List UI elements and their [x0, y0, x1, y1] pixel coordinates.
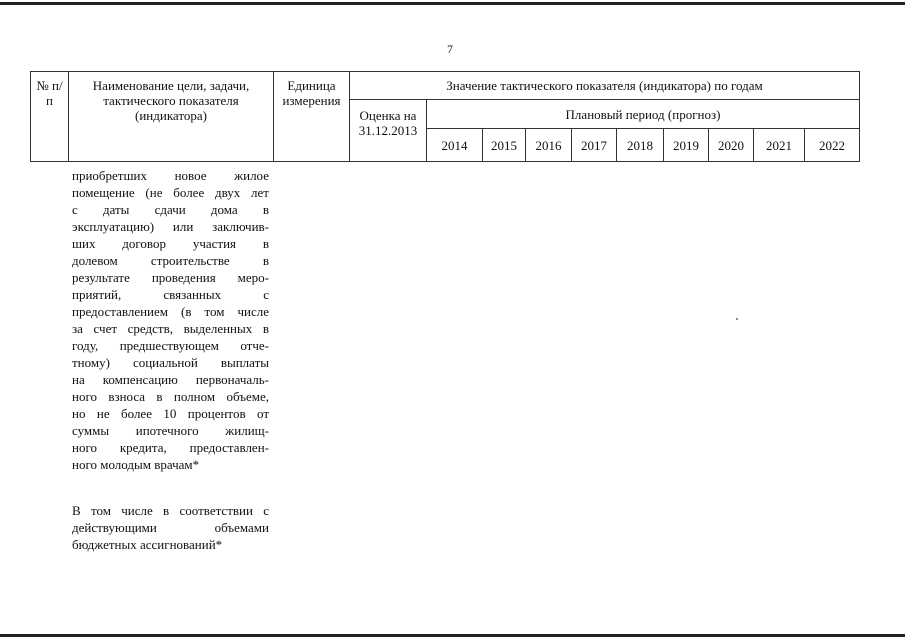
- year-2022: 2022: [805, 129, 860, 162]
- header-number: № п/п: [31, 72, 69, 162]
- text-line: эксплуатацию) или заключив-: [72, 219, 269, 234]
- text-line: действующими объемами: [72, 520, 269, 535]
- top-rule: [0, 2, 905, 5]
- text-line: ших договор участия в: [72, 236, 269, 251]
- text-line: ного кредита, предоставлен-: [72, 440, 269, 455]
- paragraph-1: [72, 167, 269, 473]
- text-line: предоставлением (в том числе: [72, 304, 269, 319]
- text-line: году, предшествующем отче-: [72, 338, 269, 353]
- header-plan-period: Плановый период (прогноз): [427, 100, 860, 129]
- text-line: с даты сдачи дома в: [72, 202, 269, 217]
- year-2015: 2015: [483, 129, 526, 162]
- text-line: суммы ипотечного жилищ-: [72, 423, 269, 438]
- bottom-rule: [0, 634, 905, 637]
- year-2020: 2020: [709, 129, 754, 162]
- indicator-table-header: [30, 71, 860, 162]
- text-line: результате проведения меро-: [72, 270, 269, 285]
- paragraph-2: [72, 502, 269, 553]
- text-line: приятий, связанных с: [72, 287, 269, 302]
- year-2016: 2016: [526, 129, 572, 162]
- text-line: долевом строительстве в: [72, 253, 269, 268]
- header-values: Значение тактического показателя (индикатора) по годам: [350, 72, 860, 100]
- text-line: но не более 10 процентов от: [72, 406, 269, 421]
- year-2018: 2018: [617, 129, 664, 162]
- text-line: ного взноса в полном объеме,: [72, 389, 269, 404]
- header-name: Наименование цели, задачи, тактического показателя (индикатора): [69, 72, 274, 162]
- year-2021: 2021: [754, 129, 805, 162]
- text-line: на компенсацию первоначаль-: [72, 372, 269, 387]
- header-unit: Единица измерения: [274, 72, 350, 162]
- year-2019: 2019: [664, 129, 709, 162]
- indicator-description: [72, 167, 269, 473]
- year-2017: 2017: [572, 129, 617, 162]
- indicator-note: [72, 502, 269, 553]
- scan-speck: [736, 318, 738, 320]
- text-line: тному) социальной выплаты: [72, 355, 269, 370]
- text-line: В том числе в соответствии с: [72, 503, 269, 518]
- text-line: за счет средств, выделенных в: [72, 321, 269, 336]
- text-line: ного молодым врачам*: [72, 457, 200, 472]
- text-line: помещение (не более двух лет: [72, 185, 269, 200]
- year-2014: 2014: [427, 129, 483, 162]
- header-estimate: Оценка на 31.12.2013: [350, 100, 427, 162]
- page-number: 7: [447, 42, 453, 56]
- text-line: приобретших новое жилое: [72, 168, 269, 183]
- text-line: бюджетных ассигнований*: [72, 537, 223, 552]
